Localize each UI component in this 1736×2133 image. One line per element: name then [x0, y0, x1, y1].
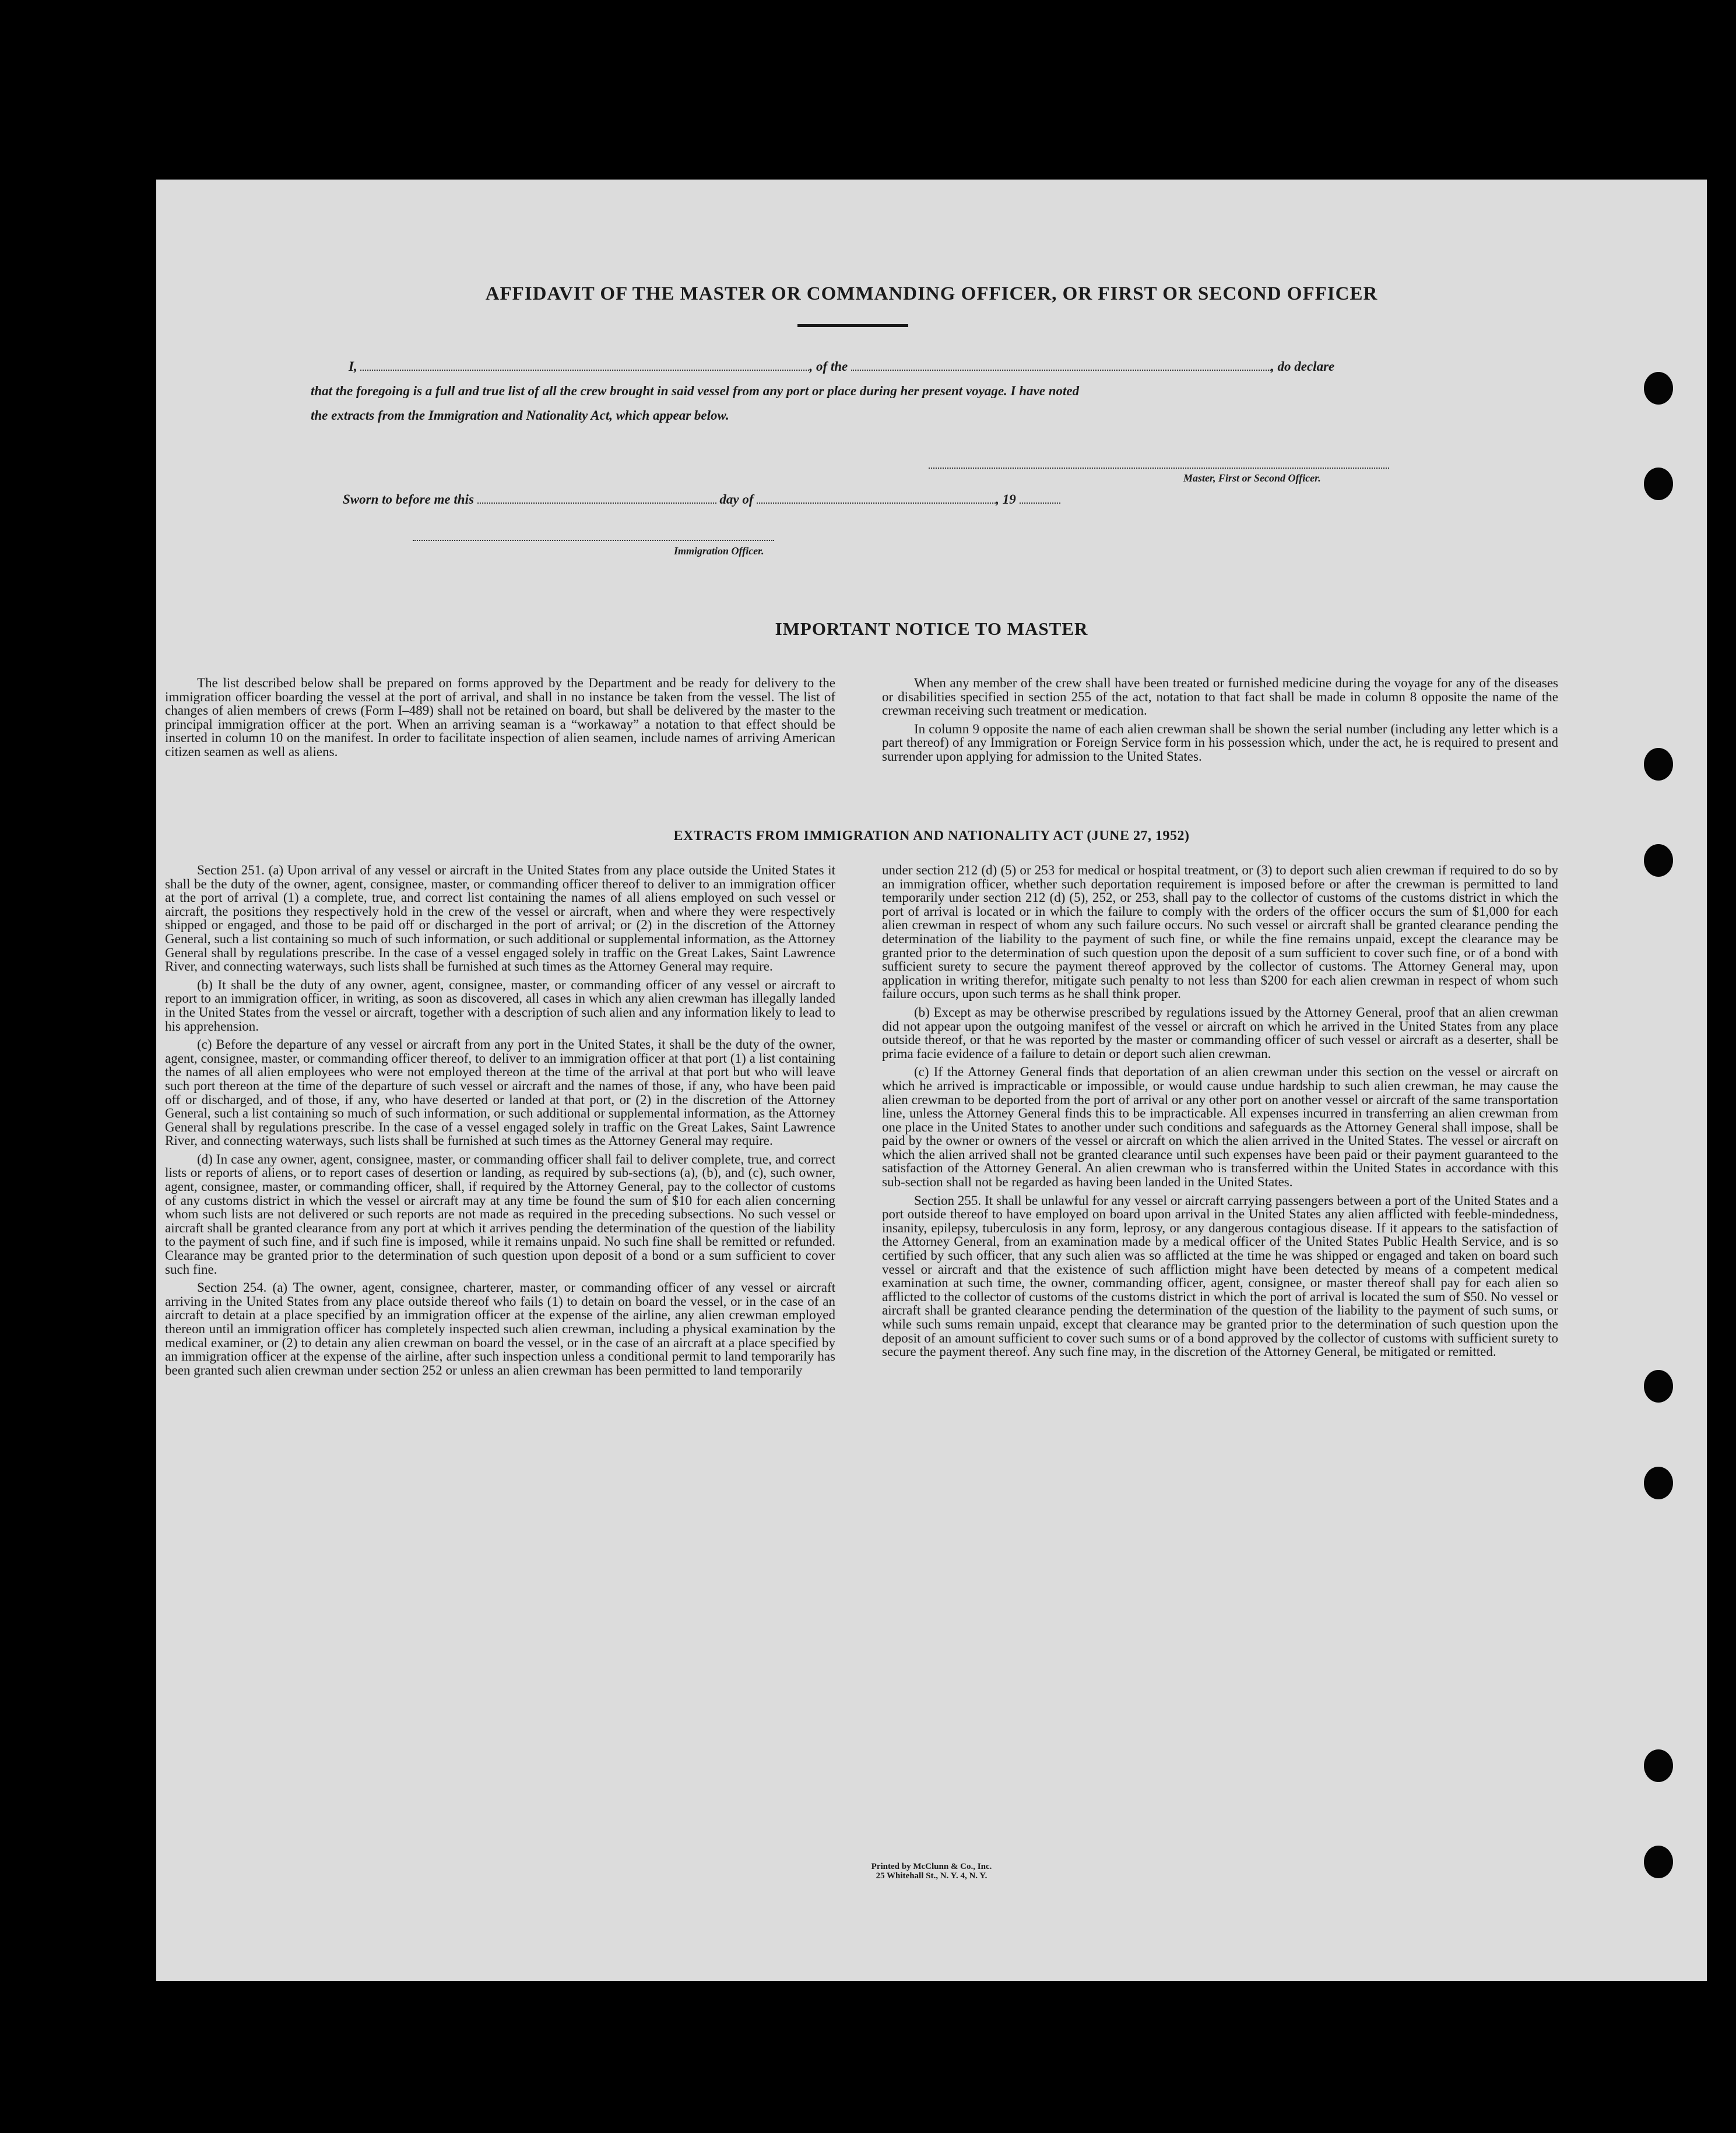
i-label: I, [349, 359, 357, 374]
punch-hole [1644, 372, 1673, 405]
notice-title: IMPORTANT NOTICE TO MASTER [775, 619, 1088, 639]
extracts-left-column [165, 863, 835, 1382]
declaration-line-3: the extracts from the Immigration and Nationality Act, which appear below. [311, 408, 729, 423]
section-paragraph: (d) In case any owner, agent, consignee, master, or commanding officer shall fail to deliver complete, true, and correct lists or reports of aliens, or to report cases of desertion or landing, as required by sub-sections (a), (b), and (c), such owner, agent, consignee, master, or commanding officer, shall, if required by the Attorney General, pay to the collector of customs of any customs district in which the vessel or aircraft may at any time be found the sum of $10 for each alien concerning whom such lists are not delivered or such reports are not made as required in the preceding subsections. No such vessel or aircraft shall be granted clearance from any port at which it arrives pending the determination of the question of the liability to the payment of such fine, and if such fine is imposed, while it remains unpaid. No such fine shall be remitted or refunded. Clearance may be granted prior to the determination of such question upon deposit of a bond or a sum sufficient to cover such fine. [165, 1151, 835, 1277]
section-paragraph: Section 254. (a) The owner, agent, consignee, charterer, master, or commanding officer of any vessel or aircraft arriving in the United States from any place outside thereof who fails (1) to detain on board the vessel, or in the case of an aircraft to detain at a place specified by an immigration officer at the expense of the airline, any alien crewman employed thereon until an immigration officer has completely inspected such alien crewman, including a physical examination by the medical examiner, or (2) to detain any alien crewman on board the vessel, or in the case of an aircraft at a place specified by an immigration officer at the expense of the airline, after such inspection unless a conditional permit to land temporarily has been granted such alien crewman under section 252 or unless an alien crewman has been permitted to land temporarily [165, 1280, 835, 1378]
extracts-right-column [882, 863, 1558, 1364]
day-of-label: day of [719, 492, 754, 507]
master-caption: Master, First or Second Officer. [1183, 472, 1321, 484]
printer-line-2: 25 Whitehall St., N. Y. 4, N. Y. [876, 1871, 988, 1881]
section-paragraph: Section 255. It shall be unlawful for any vessel or aircraft carrying passengers between a port of the United States and a port outside thereof to have employed on board upon arrival in the United States any alien afflicted with feeble-mindedness, insanity, epilepsy, tuberculosis in any form, leprosy, or any dangerous contagious disease. If it appears to the satisfaction of the Attorney General, from an examination made by a medical officer of the United States Public Health Service, and is so certified by such officer, that any such alien was so afflicted at the time he was shipped or engaged and taken on board such vessel or aircraft and that the existence of such affliction might have been detected by means of a competent medical examination at such time, the owner, commanding officer, agent, consignee, or master thereof shall pay for each alien so afflicted to the collector of customs of the customs district in which the port of arrival is located the sum of $50. No vessel or aircraft shall be granted clearance pending the determination of the question of the liability to the payment of such sums, or while such sums remain unpaid, except that clearance may be granted prior to the determination of such question upon the deposit of an amount sufficient to cover such sums or of a bond approved by the collector of customs with sufficient surety to secure the payment thereof. Any such fine may, in the discretion of the Attorney General, be mitigated or remitted. [882, 1193, 1558, 1359]
section-paragraph: (c) Before the departure of any vessel or aircraft from any port in the United States, it shall be the duty of the owner, agent, consignee, master, or commanding officer thereof, to deliver to an immigration officer at that port (1) a list containing the names of all alien employees who were not employed thereon at the time of the arrival at that port but who will leave such port thereon at the time of the departure of such vessel or aircraft and the names of those, if any, who have been paid off or discharged, and of those, if any, who have deserted or landed at that port, or (2) in the discretion of the Attorney General, such a list containing so much of such information, or such additional or supplemental information, as the Attorney General shall by regulations prescribe. In the case of a vessel engaged solely in traffic on the Great Lakes, Saint Lawrence River, and connecting waterways, such lists shall be furnished at such times as the Attorney General may require. [165, 1037, 835, 1148]
section-paragraph: (b) It shall be the duty of any owner, agent, consignee, master, or commanding officer of any vessel or aircraft to report to an immigration officer, in writing, as soon as discovered, all cases in which any alien crewman has illegally landed in the United States from the vessel or aircraft, together with a description of such alien and any information likely to lead to his apprehension. [165, 977, 835, 1034]
immigration-caption: Immigration Officer. [674, 545, 764, 557]
sworn-line [343, 491, 1060, 507]
notice-paragraph: The list described below shall be prepared on forms approved by the Department and be ready for delivery to the immigration officer boarding the vessel at the port of arrival, and shall in no instance be taken from the vessel. The list of changes of alien members of crews (Form I–489) shall not be retained on board, but shall be delivered by the master to the principal immigration officer at the port. When an arriving seaman is a “workaway” a notation to that effect should be inserted in column 10 on the manifest. In order to facilitate inspection of alien seamen, include names of arriving American citizen seamen as well as aliens. [165, 676, 835, 759]
notice-left-column [165, 676, 835, 764]
year-label: , 19 [996, 492, 1016, 507]
printer-line-1: Printed by McClunn & Co., Inc. [871, 1862, 992, 1871]
extracts-title: EXTRACTS FROM IMMIGRATION AND NATIONALITY ACT (JUNE 27, 1952) [673, 828, 1190, 844]
notice-paragraph: In column 9 opposite the name of each alien crewman shall be shown the serial number (including any letter which is a part thereof) of any Immigration or Foreign Service form in his possession which, under the act, he is required to present and surrender upon applying for admission to the United States. [882, 721, 1558, 764]
year-blank[interactable] [1020, 491, 1060, 504]
immigration-officer-signature-line[interactable] [413, 540, 774, 541]
punch-hole [1644, 1370, 1673, 1403]
section-paragraph: under section 212 (d) (5) or 253 for medical or hospital treatment, or (3) to deport such alien crewman if required to do so by an immigration officer, whether such deportation requirement is imposed before or after the crewman is permitted to land temporarily under section 212 (d) (5), 252, or 253, shall pay to the collector of customs of the customs district in which the port of arrival is located or in which the failure to comply with the orders of the officer occurs the sum of $1,000 for each alien crewman in respect of whom any such failure occurs. No such vessel or aircraft shall be granted clearance pending the determination of the liability to the payment of such fine, or while the fine remains unpaid, except the clearance may be granted prior to the determination of such question upon the deposit of a sum sufficient to cover such fine, or of a bond with sufficient surety to secure the payment thereof approved by the collector of customs. The Attorney General may, upon application in writing therefor, mitigate such penalty to not less than $200 for each alien crewman in respect of whom such failure occurs, upon such terms as he shall think proper. [882, 863, 1558, 1002]
punch-hole [1644, 1749, 1673, 1782]
punch-hole [1644, 468, 1673, 500]
do-declare-label: , do declare [1271, 359, 1335, 374]
declaration-line-1 [349, 358, 1334, 374]
section-paragraph: (b) Except as may be otherwise prescribed by regulations issued by the Attorney General, proof that an alien crewman did not appear upon the outgoing manifest of the vessel or aircraft on which he arrived in the United States from any place outside thereof, or that he was reported by the master or commanding officer of such vessel or aircraft as a deserter, shall be prima facie evidence of a failure to detain or deport such alien crewman. [882, 1004, 1558, 1061]
affidavit-title: AFFIDAVIT OF THE MASTER OR COMMANDING OFFICER, OR FIRST OR SECOND OFFICER [485, 283, 1378, 304]
document-page [156, 180, 1707, 1981]
punch-hole [1644, 1846, 1673, 1878]
sworn-date-blank[interactable] [477, 491, 716, 504]
sworn-label: Sworn to before me this [343, 492, 474, 507]
punch-hole [1644, 748, 1673, 781]
month-blank[interactable] [757, 491, 996, 504]
declaration-line-2: that the foregoing is a full and true list of all the crew brought in said vessel from any port or place during her present voyage. I have noted [311, 384, 1080, 398]
section-paragraph: Section 251. (a) Upon arrival of any vessel or aircraft in the United States from any place outside the United States it shall be the duty of the owner, agent, consignee, master, or commanding officer thereof to deliver to an immigration officer at the port of arrival (1) a complete, true, and correct list containing the names of all aliens employed on such vessel or aircraft, the positions they respectively hold in the crew of the vessel or aircraft, when and where they were respectively shipped or engaged, and those to be paid off or discharged in the port of arrival; or (2) in the discretion of the Attorney General, such a list containing so much of such information, or such additional or supplemental information, as the Attorney General shall by regulations prescribe. In the case of a vessel engaged solely in traffic on the Great Lakes, Saint Lawrence River, and connecting waterways, such lists shall be furnished at such times as the Attorney General may require. [165, 863, 835, 974]
master-signature-line[interactable] [929, 468, 1389, 469]
section-paragraph: (c) If the Attorney General finds that deportation of an alien crewman under this section on the vessel or aircraft on which he arrived is impracticable or impossible, or would cause undue hardship to such alien crewman, he may cause the alien crewman to be deported from the port of arrival or any other port on another vessel or aircraft of the same transportation line, unless the Attorney General finds this to be impracticable. All expenses incurred in transferring an alien crewman from one place in the United States to another under such conditions and safeguards as the Attorney General shall impose, shall be paid by the owner or owners of the vessel or aircraft on which the alien arrived in the United States. The vessel or aircraft on which the alien arrived shall not be granted clearance until such expenses have been paid or their payment guaranteed to the satisfaction of the Attorney General. An alien crewman who is transferred within the United States in accordance with this sub-section shall not be regarded as having been landed in the United States. [882, 1064, 1558, 1190]
vessel-blank[interactable] [851, 358, 1271, 371]
of-the-label: , of the [809, 359, 848, 374]
punch-hole [1644, 1467, 1673, 1499]
title-rule [797, 324, 908, 327]
notice-paragraph: When any member of the crew shall have been treated or furnished medicine during the voyage for any of the diseases or disabilities specified in section 255 of the act, notation to that fact shall be made in column 8 opposite the name of the crewman receiving such treatment or medication. [882, 676, 1558, 718]
printer-imprint [156, 1862, 1707, 1881]
punch-hole [1644, 844, 1673, 877]
notice-right-column [882, 676, 1558, 768]
name-blank[interactable] [360, 358, 809, 371]
